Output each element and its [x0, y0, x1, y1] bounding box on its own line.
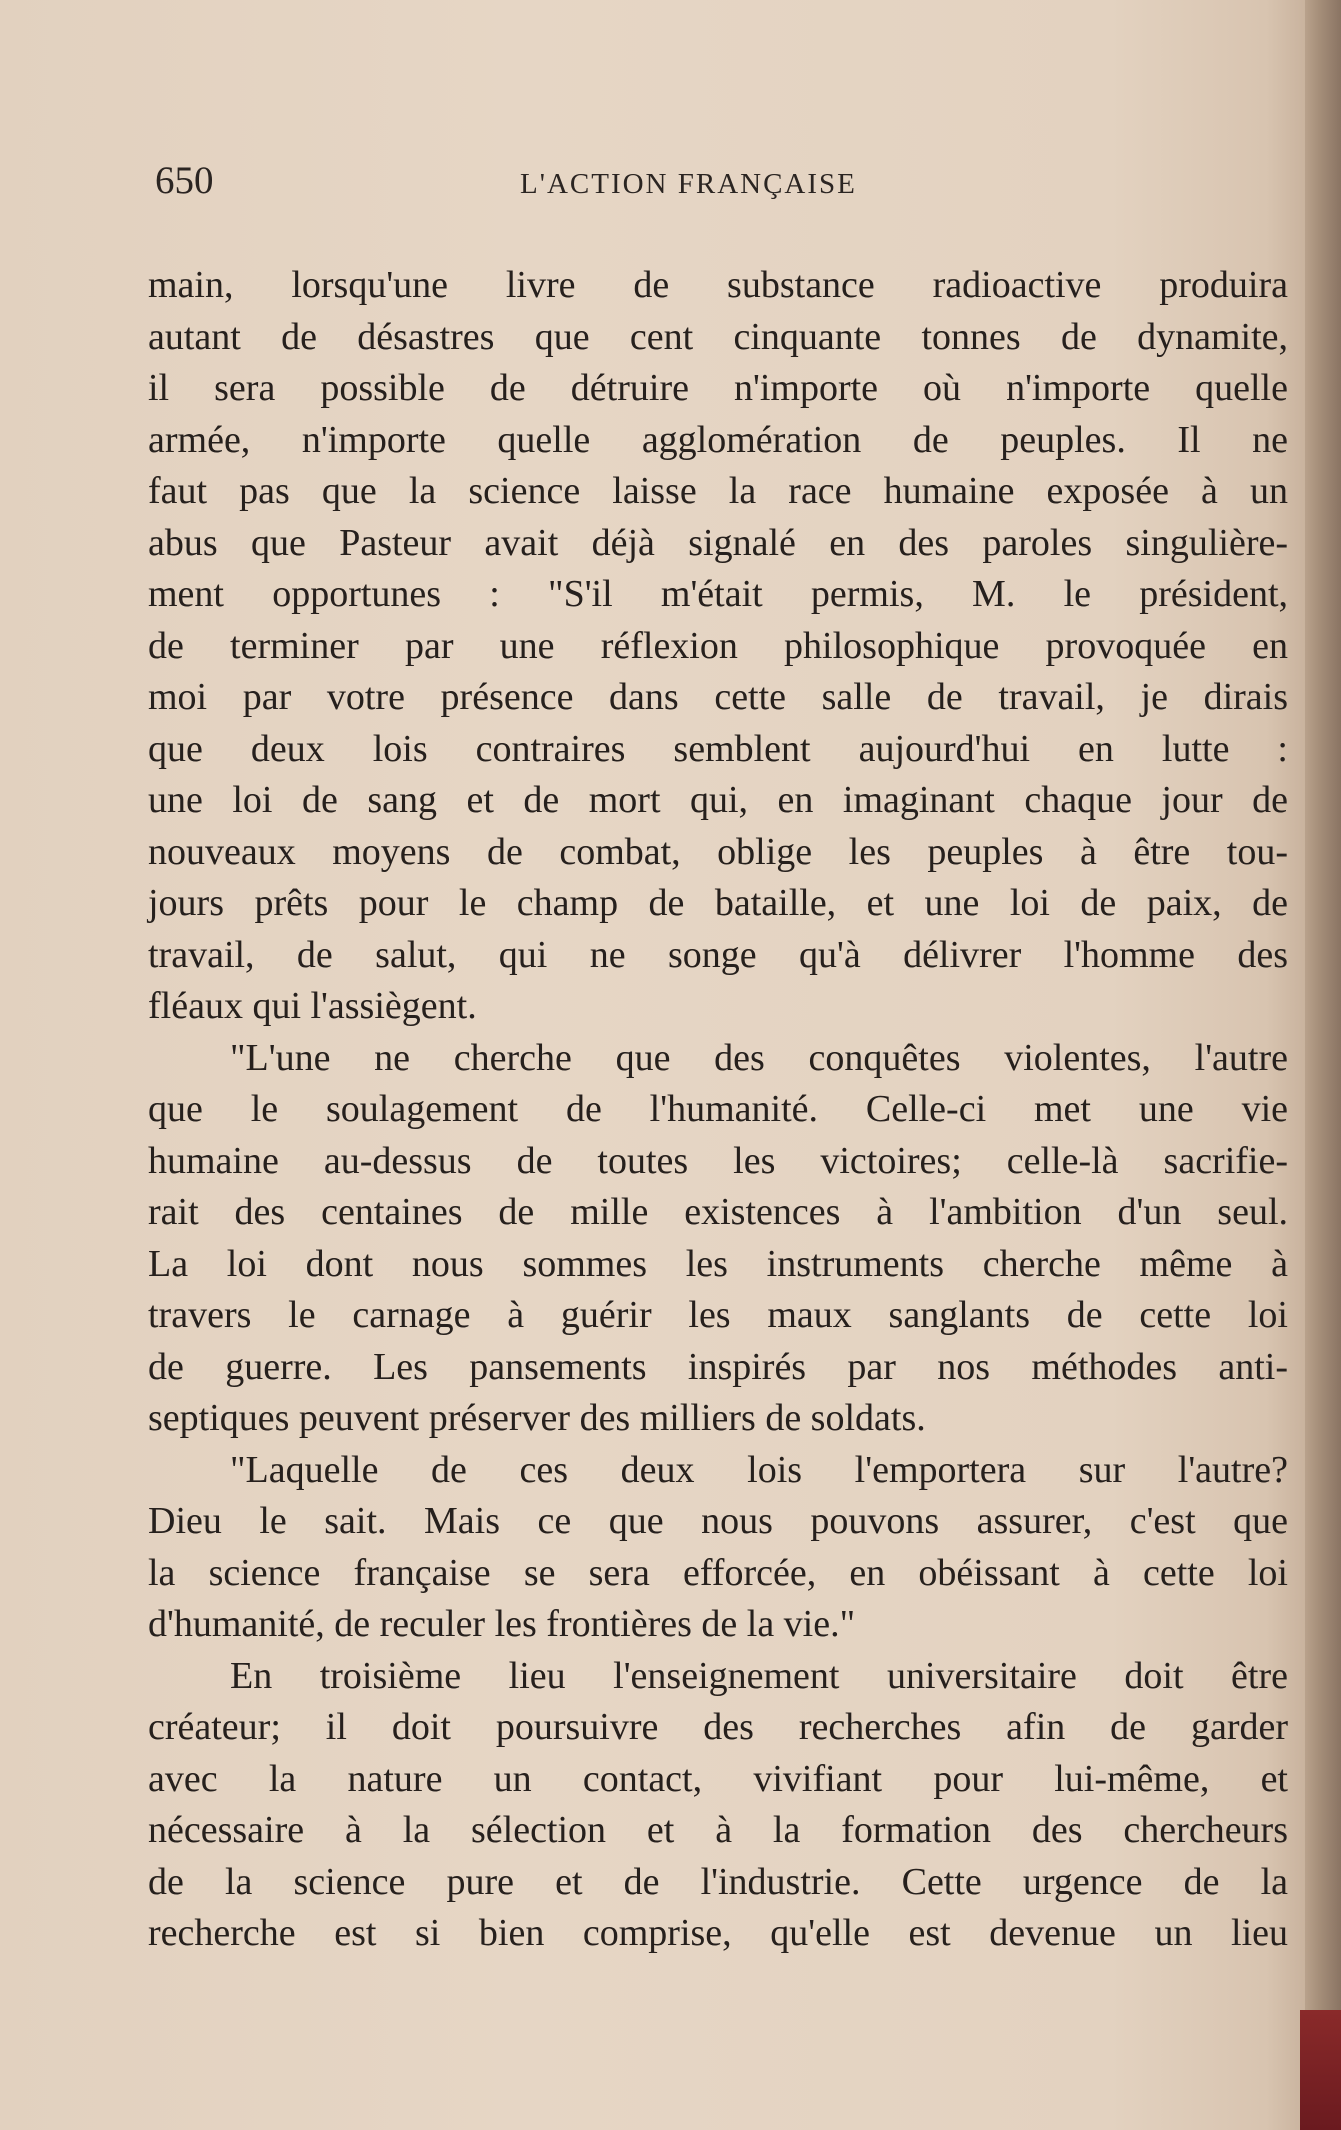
- running-head: [155, 158, 1255, 208]
- cover-corner: [1300, 2010, 1341, 2130]
- text-line: "Laquelle de ces deux lois l'emportera sur l'autre?: [230, 1448, 1288, 1491]
- text-line: En troisième lieu l'enseignement universitaire doit être: [230, 1654, 1288, 1697]
- text-line: jours prêts pour le champ de bataille, et une loi de paix, de: [148, 882, 1288, 924]
- page-edge: [1305, 0, 1341, 2130]
- text-line: nouveaux moyens de combat, oblige les peuples à être tou-: [148, 830, 1288, 873]
- text-line: recherche est si bien comprise, qu'elle est devenue un lieu: [148, 1912, 1288, 1954]
- text-line: abus que Pasteur avait déjà signalé en des paroles singulière-: [148, 521, 1288, 564]
- text-line: d'humanité, de reculer les frontières de la vie.": [148, 1603, 856, 1645]
- text-line: que le soulagement de l'humanité. Celle-ci met une vie: [148, 1088, 1288, 1130]
- text-line: autant de désastres que cent cinquante tonnes de dynamite,: [148, 315, 1288, 358]
- text-line: humaine au-dessus de toutes les victoires; celle-là sacrifie-: [148, 1139, 1288, 1182]
- text-line: ment opportunes : "S'il m'était permis, M. le président,: [148, 573, 1288, 615]
- text-line: travail, de salut, qui ne songe qu'à délivrer l'homme des: [148, 933, 1288, 976]
- text-line: La loi dont nous sommes les instruments cherche même à: [148, 1242, 1288, 1285]
- running-title: L'ACTION FRANÇAISE: [520, 168, 857, 200]
- text-line: avec la nature un contact, vivifiant pour lui-même, et: [148, 1757, 1288, 1800]
- text-line: une loi de sang et de mort qui, en imaginant chaque jour de: [148, 779, 1288, 821]
- text-line: que deux lois contraires semblent aujourd'hui en lutte :: [148, 727, 1288, 770]
- text-line: de guerre. Les pansements inspirés par nos méthodes anti-: [148, 1345, 1288, 1388]
- text-line: la science française se sera efforcée, en obéissant à cette loi: [148, 1551, 1288, 1594]
- body-text: [148, 260, 1288, 1960]
- text-line: faut pas que la science laisse la race humaine exposée à un: [148, 470, 1288, 512]
- page-number: 650: [155, 159, 214, 202]
- text-line: de la science pure et de l'industrie. Cette urgence de la: [148, 1860, 1288, 1903]
- text-line: septiques peuvent préserver des milliers de soldats.: [148, 1397, 926, 1439]
- text-line: armée, n'importe quelle agglomération de peuples. Il ne: [148, 418, 1288, 461]
- text-line: nécessaire à la sélection et à la formation des chercheurs: [148, 1809, 1288, 1851]
- text-line: moi par votre présence dans cette salle de travail, je dirais: [148, 676, 1288, 718]
- text-line: il sera possible de détruire n'importe où n'importe quelle: [148, 367, 1288, 409]
- text-line: de terminer par une réflexion philosophique provoquée en: [148, 624, 1288, 667]
- text-line: travers le carnage à guérir les maux sanglants de cette loi: [148, 1294, 1288, 1336]
- text-line: rait des centaines de mille existences à l'ambition d'un seul.: [148, 1191, 1288, 1233]
- text-line: main, lorsqu'une livre de substance radioactive produira: [148, 264, 1288, 306]
- text-line: Dieu le sait. Mais ce que nous pouvons assurer, c'est que: [148, 1500, 1288, 1542]
- text-line: créateur; il doit poursuivre des recherches afin de garder: [148, 1706, 1288, 1748]
- text-line: fléaux qui l'assiègent.: [148, 985, 477, 1027]
- text-line: "L'une ne cherche que des conquêtes violentes, l'autre: [230, 1036, 1288, 1079]
